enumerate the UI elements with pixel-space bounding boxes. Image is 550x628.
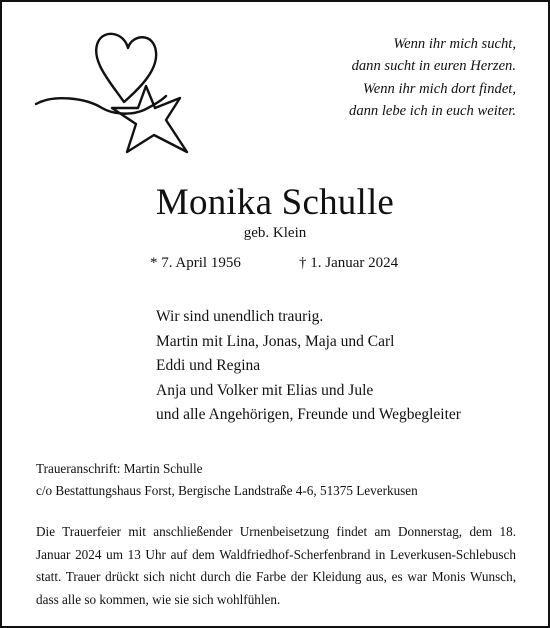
poem-line: dann sucht in euren Herzen. [351, 58, 516, 75]
life-dates [150, 252, 399, 274]
poem-line: Wenn ihr mich sucht, [393, 36, 516, 52]
mourners-line: Wir sind unendlich traurig. [156, 308, 324, 325]
flourish-line [36, 96, 166, 114]
poem-line: dann lebe ich in euch weiter. [349, 103, 516, 120]
birth-date: * 7. April 1956 [150, 255, 241, 271]
death-date: † 1. Januar 2024 [299, 255, 399, 271]
heart-and-star-emblem [32, 30, 202, 160]
mourners-list [156, 305, 461, 428]
maiden-name: geb. Klein [243, 225, 307, 241]
star-icon [112, 86, 187, 152]
mourners-line: Eddi und Regina [156, 357, 261, 374]
address-line: Traueranschrift: Martin Schulle [36, 461, 203, 476]
mourners-line: und alle Angehörigen, Freunde und Wegbegleiter [156, 406, 461, 423]
mourning-address [36, 458, 418, 502]
poem-line: Wenn ihr mich dort findet, [362, 80, 516, 97]
mourners-line: Anja und Volker mit Elias und Jule [156, 381, 374, 399]
ceremony-notice: Die Trauerfeier mit anschließender Urnenbeisetzung findet am Donnerstag, dem 18. Januar 2024 um 13 Uhr auf dem Waldfriedhof-Scherfenbrand in Leverkusen-Schlebusch statt. Trauer drückt sich nicht durch die Farbe der Kleidung aus, es war Monis Wunsch, dass alle so kommen, wie sie sich wohlfühlen. [36, 524, 516, 607]
address-line: c/o Bestattungshaus Forst, Bergische Landstraße 4-6, 51375 Leverkusen [36, 483, 418, 498]
poem [349, 33, 516, 123]
mourners-line: Martin mit Lina, Jonas, Maja und Carl [156, 332, 395, 350]
deceased-name: Monika Schulle [155, 182, 395, 223]
